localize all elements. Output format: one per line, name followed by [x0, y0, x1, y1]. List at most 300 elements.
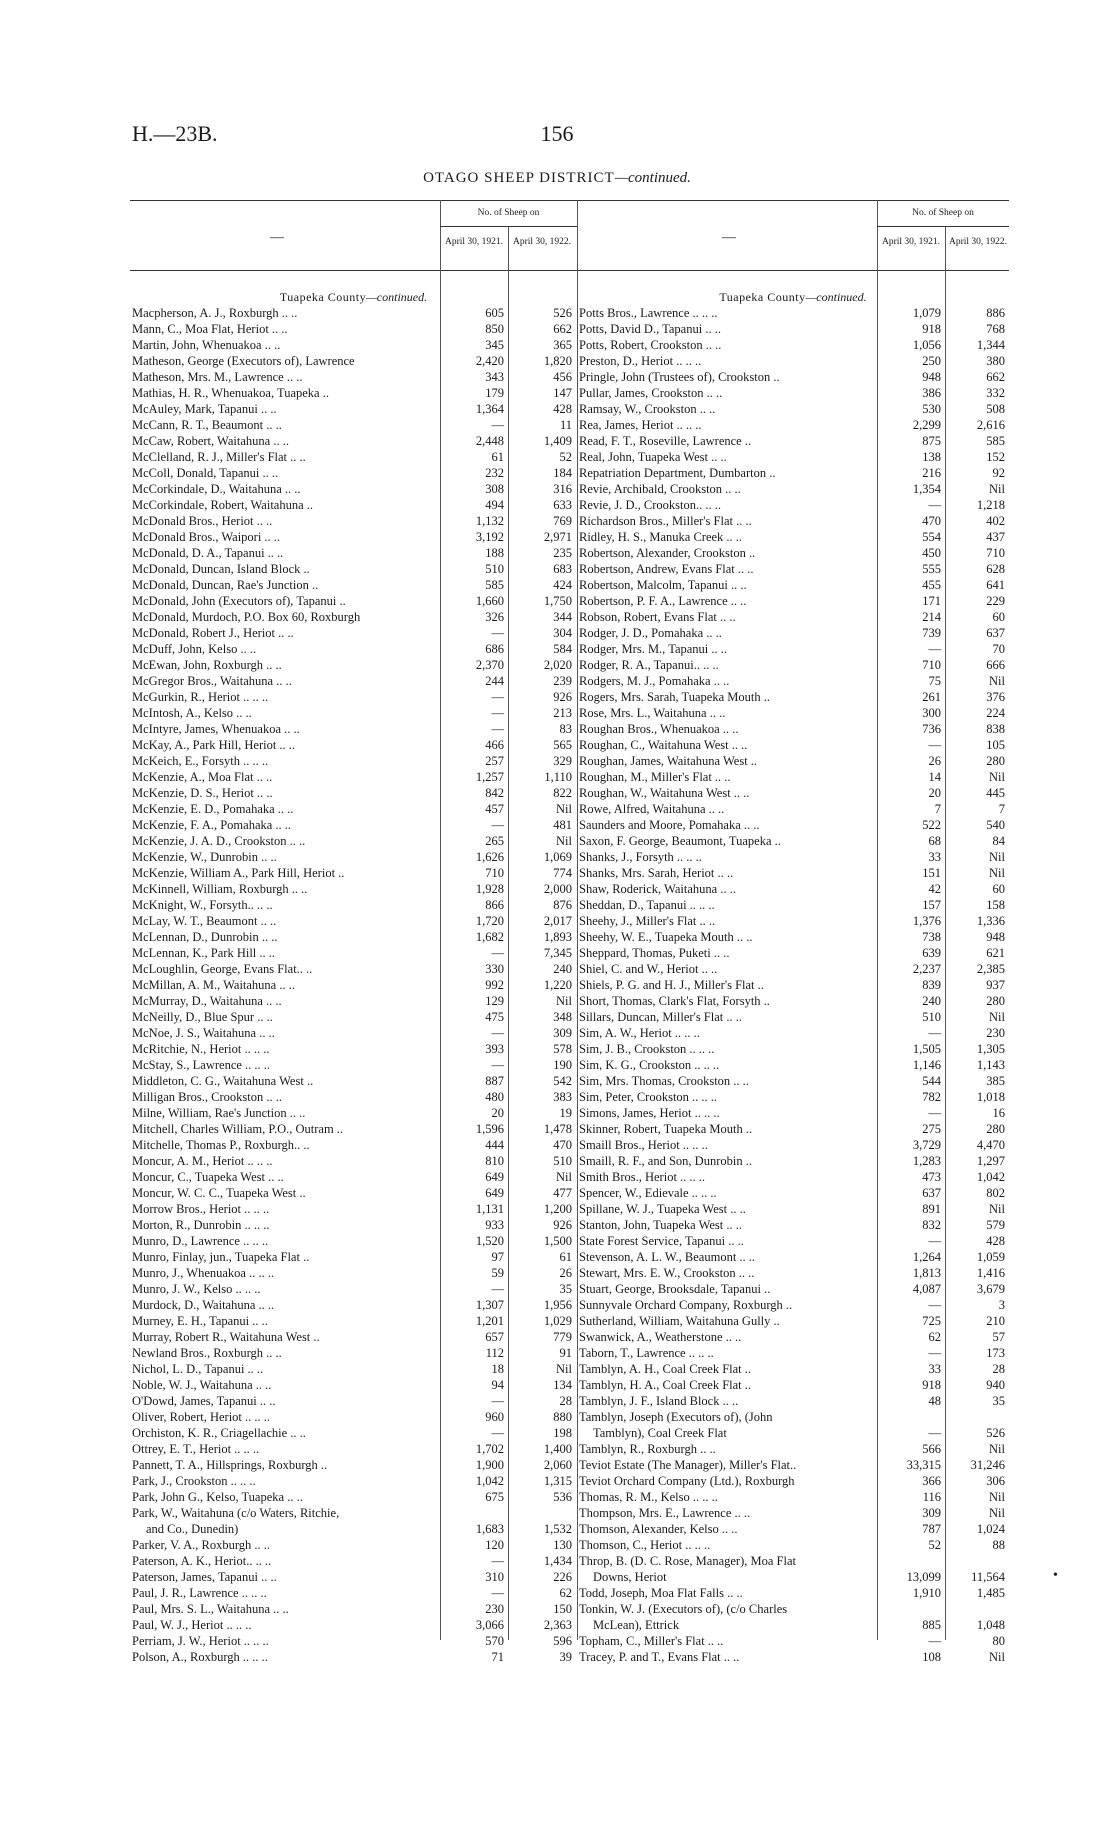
- sheep-1921-cell: 3,066: [475, 1618, 504, 1632]
- holder-name: [132, 1313, 268, 1329]
- holder-name: [579, 737, 747, 753]
- sheep-1922-cell: 1,305: [976, 1042, 1005, 1056]
- sheep-1922-cell: 940: [986, 1378, 1005, 1392]
- sheep-1921-cell: 466: [485, 738, 504, 752]
- holder-name-line: McDonald, D. A., Tapanui .. ..: [132, 546, 284, 560]
- table-row: [130, 1617, 577, 1633]
- sheep-1921-cell: 240: [922, 994, 941, 1008]
- table-row: [577, 913, 1009, 929]
- holder-name: [579, 1633, 723, 1649]
- title-text: OTAGO SHEEP DISTRICT: [423, 170, 615, 186]
- table-row: [577, 1041, 1009, 1057]
- sheep-1922-cell: 774: [553, 866, 572, 880]
- sheep-1922-cell: 280: [986, 754, 1005, 768]
- sheep-1922-cell: 229: [986, 594, 1005, 608]
- table-row: [130, 545, 577, 561]
- sheep-1922-cell: 768: [986, 322, 1005, 336]
- sheep-1921-cell: 2,420: [475, 354, 504, 368]
- sheep-1921-cell: 444: [485, 1138, 504, 1152]
- holder-name-line: Park, W., Waitahuna (c/o Waters, Ritchie,: [132, 1506, 340, 1520]
- name-column-header: —: [722, 230, 736, 245]
- holder-name-line: Park, John G., Kelso, Tuapeka .. ..: [132, 1490, 303, 1504]
- holder-name-line: Munro, D., Lawrence .. .. ..: [132, 1234, 269, 1248]
- table-row: [577, 1233, 1009, 1249]
- sheep-1922-cell: 11: [559, 418, 572, 432]
- table-row: [130, 417, 577, 433]
- table-row: [130, 1553, 577, 1569]
- holder-name-line: Mathias, H. R., Whenuakoa, Tuapeka ..: [132, 386, 329, 400]
- table-row: [130, 929, 577, 945]
- table-row: [130, 305, 577, 321]
- holder-name: [579, 1441, 716, 1457]
- table-row: [577, 481, 1009, 497]
- sheep-1922-cell: 584: [553, 642, 572, 656]
- sheep-1922-cell: 628: [986, 562, 1005, 576]
- sheep-1922-cell: 540: [986, 818, 1005, 832]
- table-row: [130, 625, 577, 641]
- table-row: [130, 1153, 577, 1169]
- table-row: [130, 1105, 577, 1121]
- table-row: [130, 1441, 577, 1457]
- sheep-1921-cell: 639: [922, 946, 941, 960]
- table-row: [577, 337, 1009, 353]
- sheep-1921-cell: 1,683: [475, 1522, 504, 1536]
- holder-name-line: Matheson, George (Executors of), Lawrence: [132, 354, 355, 368]
- holder-name: [132, 1361, 263, 1377]
- sheep-1921-cell: 605: [485, 306, 504, 320]
- table-row: [577, 721, 1009, 737]
- holder-name-line: Mann, C., Moa Flat, Heriot .. ..: [132, 322, 288, 336]
- sheep-1922-cell: 1,336: [976, 914, 1005, 928]
- holder-name: [132, 529, 280, 545]
- holder-name: [579, 1073, 749, 1089]
- holder-name: [579, 1297, 792, 1313]
- holder-name: [579, 529, 742, 545]
- holder-name-line: McDonald Bros., Heriot .. ..: [132, 514, 273, 528]
- sheep-1922-cell: 926: [553, 1218, 572, 1232]
- holder-name: [132, 1553, 271, 1569]
- sheep-1922-cell: 309: [553, 1026, 572, 1040]
- table-row: [130, 945, 577, 961]
- table-row: [577, 1553, 1009, 1585]
- sheep-1921-cell: 473: [922, 1170, 941, 1184]
- holder-name-line: Milne, William, Rae's Junction .. ..: [132, 1106, 306, 1120]
- sheep-1922-cell: 508: [986, 402, 1005, 416]
- holder-name: [579, 1505, 750, 1521]
- sheep-1922-cell: 2,363: [543, 1618, 572, 1632]
- holder-name-line: Tamblyn, J. F., Island Block .. ..: [579, 1394, 739, 1408]
- table-row: [577, 1169, 1009, 1185]
- table-row: [577, 385, 1009, 401]
- sheep-1922-cell: 380: [986, 354, 1005, 368]
- table-row: [577, 1489, 1009, 1505]
- table-row: [130, 1185, 577, 1201]
- holder-name-line: Robson, Robert, Evans Flat .. ..: [579, 610, 736, 624]
- holder-name: [579, 801, 724, 817]
- sheep-1921-cell: 20: [928, 786, 941, 800]
- holder-name-line: Mitchelle, Thomas P., Roxburgh.. ..: [132, 1138, 310, 1152]
- sheep-1922-cell: 1,029: [543, 1314, 572, 1328]
- table-row: [130, 1313, 577, 1329]
- holder-name-line: Potts, David D., Tapanui .. ..: [579, 322, 721, 336]
- table-row: [577, 449, 1009, 465]
- holder-name-line: Stevenson, A. L. W., Beaumont .. ..: [579, 1250, 756, 1264]
- table-row: [577, 1249, 1009, 1265]
- sheep-1922-cell: Nil: [989, 1442, 1005, 1456]
- holder-name-line: Pullar, James, Crookston .. ..: [579, 386, 723, 400]
- holder-name-line: McCorkindale, D., Waitahuna .. ..: [132, 482, 301, 496]
- sheep-1922-cell: 536: [553, 1490, 572, 1504]
- holder-name-line: Sim, J. B., Crookston .. .. ..: [579, 1042, 715, 1056]
- holder-name: [132, 913, 276, 929]
- sheep-1921-cell: 71: [491, 1650, 504, 1664]
- sheep-1921-cell: 832: [922, 1218, 941, 1232]
- holder-name: [132, 1249, 309, 1265]
- sheep-1921-cell: 232: [485, 466, 504, 480]
- holder-name: [132, 897, 273, 913]
- section-heading: [130, 290, 577, 305]
- sheep-1922-cell: 184: [553, 466, 572, 480]
- holder-name-line: Rogers, Mrs. Sarah, Tuapeka Mouth ..: [579, 690, 770, 704]
- sheep-1921-cell: 386: [922, 386, 941, 400]
- sheep-1922-cell: 84: [992, 834, 1005, 848]
- table-row: [130, 785, 577, 801]
- sheep-1922-cell: 52: [559, 450, 572, 464]
- holder-name-line: Skinner, Robert, Tuapeka Mouth ..: [579, 1122, 753, 1136]
- holder-name: [132, 353, 355, 369]
- holder-name: [132, 833, 305, 849]
- holder-name-line: McMurray, D., Waitahuna .. ..: [132, 994, 282, 1008]
- sheep-1922-cell: 2,020: [543, 658, 572, 672]
- table-row: [130, 897, 577, 913]
- sheep-1921-cell: 657: [485, 1330, 504, 1344]
- table-row: [577, 1297, 1009, 1313]
- sheep-1921-cell: 686: [485, 642, 504, 656]
- table-row: [577, 1185, 1009, 1201]
- sheep-1921-cell: 1,364: [475, 402, 504, 416]
- sheep-1921-cell: 1,520: [475, 1234, 504, 1248]
- sheep-1921-cell: 20: [491, 1106, 504, 1120]
- sheep-1922-cell: 948: [986, 930, 1005, 944]
- sheep-1921-cell: 875: [922, 434, 941, 448]
- sheep-1922-cell: 316: [553, 482, 572, 496]
- sheep-1922-cell: 1,059: [976, 1250, 1005, 1264]
- left-table: [130, 200, 577, 1664]
- holder-name-line: McClelland, R. J., Miller's Flat .. ..: [132, 450, 306, 464]
- sheep-1921-cell: —: [491, 1282, 504, 1296]
- table-row: [130, 577, 577, 593]
- table-top-rule: [130, 200, 577, 201]
- table-row: [130, 865, 577, 881]
- holder-name: [579, 689, 770, 705]
- table-row: [577, 1601, 1009, 1633]
- sheep-1921-cell: 710: [485, 866, 504, 880]
- sheep-1922-cell: 926: [553, 690, 572, 704]
- holder-name: [132, 1169, 284, 1185]
- sheep-1922-cell: 383: [553, 1090, 572, 1104]
- table-row: [130, 833, 577, 849]
- sheep-1921-cell: —: [928, 1426, 941, 1440]
- sheep-1922-cell: 1,344: [976, 338, 1005, 352]
- sheep-1922-cell: 239: [553, 674, 572, 688]
- table-row: [130, 705, 577, 721]
- sheep-1921-cell: 1,354: [912, 482, 941, 496]
- sheep-1922-cell: 150: [553, 1602, 572, 1616]
- holder-name: [579, 769, 731, 785]
- table-row: [130, 673, 577, 689]
- sheep-1921-cell: 1,201: [475, 1314, 504, 1328]
- sheep-1922-cell: 130: [553, 1538, 572, 1552]
- sheep-1922-cell: 641: [986, 578, 1005, 592]
- holder-name-line: Potts, Robert, Crookston .. ..: [579, 338, 722, 352]
- sheep-1921-cell: 14: [928, 770, 941, 784]
- sheep-1922-cell: 344: [553, 610, 572, 624]
- sheep-1921-cell: 918: [922, 1378, 941, 1392]
- sheep-1922-cell: 26: [559, 1266, 572, 1280]
- holder-name: [579, 1345, 714, 1361]
- holder-name: [579, 993, 770, 1009]
- sheep-1922-cell: 28: [992, 1362, 1005, 1376]
- table-row: [130, 657, 577, 673]
- holder-name-line: Revie, J. D., Crookston.. .. ..: [579, 498, 722, 512]
- holder-name-continuation: Tamblyn), Coal Creek Flat: [593, 1426, 727, 1440]
- holder-name-line: Murney, E. H., Tapanui .. ..: [132, 1314, 268, 1328]
- table-row: [577, 961, 1009, 977]
- holder-name: [579, 1265, 754, 1281]
- sheep-1921-cell: —: [491, 946, 504, 960]
- sheep-1921-cell: 510: [922, 1010, 941, 1024]
- sheep-1921-cell: 2,448: [475, 434, 504, 448]
- holder-name-line: Roughan, M., Miller's Flat .. ..: [579, 770, 731, 784]
- sheep-1921-cell: 1,900: [475, 1458, 504, 1472]
- sheep-1921-cell: 275: [922, 1122, 941, 1136]
- sheep-1921-cell: 216: [922, 466, 941, 480]
- right-rows: [577, 305, 1009, 1665]
- holder-name-line: Potts Bros., Lawrence .. .. ..: [579, 306, 718, 320]
- holder-name-line: Tamblyn, Joseph (Executors of), (John: [579, 1410, 773, 1424]
- holder-name-line: Simons, James, Heriot .. .. ..: [579, 1106, 720, 1120]
- holder-name-line: McLennan, D., Dunrobin .. ..: [132, 930, 278, 944]
- holder-name-line: Munro, J., Whenuakoa .. .. ..: [132, 1266, 275, 1280]
- sheep-1922-cell: 1,048: [976, 1618, 1005, 1632]
- table-row: [130, 1425, 577, 1441]
- table-row: [130, 1073, 577, 1089]
- sheep-group-header: No. of Sheep on: [477, 208, 540, 218]
- sheep-1922-cell: Nil: [989, 1490, 1005, 1504]
- holder-name-line: Sim, K. G., Crookston .. .. ..: [579, 1058, 720, 1072]
- holder-name-line: Robertson, Malcolm, Tapanui .. ..: [579, 578, 747, 592]
- table-row: [577, 865, 1009, 881]
- sheep-1922-cell: 838: [986, 722, 1005, 736]
- sheep-1921-cell: 257: [485, 754, 504, 768]
- holder-name: [132, 1201, 269, 1217]
- sheep-1922-cell: 7,345: [543, 946, 572, 960]
- sheep-1922-cell: 666: [986, 658, 1005, 672]
- sheep-1921-cell: 151: [922, 866, 941, 880]
- holder-name: [132, 1473, 256, 1489]
- sheep-1921-cell: 739: [922, 626, 941, 640]
- sheep-1921-cell: 59: [491, 1266, 504, 1280]
- sheep-1922-cell: 1,820: [543, 354, 572, 368]
- holder-name-line: McDuff, John, Kelso .. ..: [132, 642, 257, 656]
- holder-name-line: Shiels, P. G. and H. J., Miller's Flat ..: [579, 978, 764, 992]
- holder-name: [579, 817, 760, 833]
- table-row: [130, 753, 577, 769]
- table-row: [130, 1489, 577, 1505]
- holder-name-line: Sim, Peter, Crookston .. .. ..: [579, 1090, 718, 1104]
- holder-name-line: Tamblyn, A. H., Coal Creek Flat ..: [579, 1362, 752, 1376]
- holder-name-line: Rodger, J. D., Pomahaka .. ..: [579, 626, 722, 640]
- holder-name-line: Sim, A. W., Heriot .. .. ..: [579, 1026, 700, 1040]
- table-row: [577, 1441, 1009, 1457]
- sheep-1922-cell: 470: [553, 1138, 572, 1152]
- sheep-1922-cell: Nil: [989, 1650, 1005, 1664]
- holder-name: [579, 753, 757, 769]
- holder-name: [132, 1105, 305, 1121]
- holder-name: [132, 1537, 270, 1553]
- holder-name-line: McKenzie, E. D., Pomahaka .. ..: [132, 802, 294, 816]
- holder-name: [579, 897, 715, 913]
- table-row: [130, 593, 577, 609]
- sheep-1922-cell: 437: [986, 530, 1005, 544]
- sheep-1921-cell: 308: [485, 482, 504, 496]
- sheep-1921-cell: —: [928, 1634, 941, 1648]
- page-number: 156: [540, 121, 574, 146]
- table-row: [130, 1457, 577, 1473]
- holder-name: [132, 449, 306, 465]
- holder-name-line: Orchiston, K. R., Criagellachie .. ..: [132, 1426, 306, 1440]
- holder-name: [579, 785, 749, 801]
- sheep-1922-cell: 80: [992, 1634, 1005, 1648]
- holder-name: [132, 769, 272, 785]
- sheep-1922-cell: 637: [986, 626, 1005, 640]
- sheep-1921-cell: 68: [928, 834, 941, 848]
- holder-name: [579, 1585, 743, 1601]
- sheep-1922-cell: 11,564: [971, 1570, 1005, 1584]
- sheep-1921-cell: 171: [922, 594, 941, 608]
- table-top-rule: [577, 200, 1009, 201]
- holder-name-line: Tonkin, W. J. (Executors of), (c/o Charles: [579, 1602, 788, 1616]
- holder-name-line: Noble, W. J., Waitahuna .. ..: [132, 1378, 272, 1392]
- year2-header: April 30, 1922.: [948, 237, 1008, 247]
- holder-name: [579, 1361, 751, 1377]
- table-row: [130, 817, 577, 833]
- holder-name: [579, 337, 721, 353]
- table-row: [130, 1505, 577, 1537]
- sheep-1921-cell: —: [491, 418, 504, 432]
- sheep-1921-cell: 3,192: [475, 530, 504, 544]
- table-row: [130, 769, 577, 785]
- holder-name-line: McIntosh, A., Kelso .. ..: [132, 706, 252, 720]
- holder-name: [132, 1025, 275, 1041]
- table-row: [130, 1041, 577, 1057]
- holder-name: [579, 977, 764, 993]
- holder-name: [132, 1185, 306, 1201]
- holder-name: [579, 385, 722, 401]
- sheep-1922-cell: 578: [553, 1042, 572, 1056]
- sheep-1921-cell: 26: [928, 754, 941, 768]
- holder-name-line: McKenzie, William A., Park Hill, Heriot ..: [132, 866, 345, 880]
- sheep-1922-cell: 428: [553, 402, 572, 416]
- holder-name: [132, 721, 300, 737]
- holder-name: [579, 1393, 738, 1409]
- sheep-1921-cell: 1,146: [912, 1058, 941, 1072]
- sheep-1922-cell: 1,409: [543, 434, 572, 448]
- holder-name-line: Morrow Bros., Heriot .. .. ..: [132, 1202, 270, 1216]
- holder-name: [132, 1633, 269, 1649]
- table-row: [130, 497, 577, 513]
- holder-name: [132, 1585, 267, 1601]
- holder-name: [579, 545, 755, 561]
- holder-name-line: McDonald, Duncan, Island Block ..: [132, 562, 310, 576]
- sheep-1921-cell: 1,928: [475, 882, 504, 896]
- sheep-1921-cell: 345: [485, 338, 504, 352]
- sheep-1921-cell: 1,131: [475, 1202, 504, 1216]
- sheep-1922-cell: 4,470: [976, 1138, 1005, 1152]
- holder-name-line: McGurkin, R., Heriot .. .. ..: [132, 690, 269, 704]
- sheep-1922-cell: 365: [553, 338, 572, 352]
- sheep-1922-cell: 35: [559, 1282, 572, 1296]
- group-rule: [877, 226, 1009, 227]
- holder-name: [579, 465, 775, 481]
- stray-mark: •: [1053, 1568, 1058, 1583]
- holder-name-line: Oliver, Robert, Heriot .. .. ..: [132, 1410, 271, 1424]
- holder-name-line: McCaw, Robert, Waitahuna .. ..: [132, 434, 289, 448]
- holder-name-line: Robertson, P. F. A., Lawrence .. ..: [579, 594, 747, 608]
- holder-name-line: Murdock, D., Waitahuna .. ..: [132, 1298, 275, 1312]
- holder-name-line: Paul, J. R., Lawrence .. .. ..: [132, 1586, 267, 1600]
- holder-name-line: Tracey, P. and T., Evans Flat .. ..: [579, 1650, 740, 1664]
- sheep-1922-cell: 158: [986, 898, 1005, 912]
- holder-name: [132, 385, 329, 401]
- sheep-1922-cell: 526: [553, 306, 572, 320]
- sheep-1922-cell: 7: [998, 802, 1005, 816]
- holder-name-line: McAuley, Mark, Tapanui .. ..: [132, 402, 277, 416]
- sheep-1922-cell: 585: [986, 434, 1005, 448]
- holder-name-line: Murray, Robert R., Waitahuna West ..: [132, 1330, 320, 1344]
- sheep-1922-cell: 1,893: [543, 930, 572, 944]
- holder-name: [579, 1233, 744, 1249]
- sheep-1922-cell: 579: [986, 1218, 1005, 1232]
- holder-name: [579, 1169, 705, 1185]
- sheep-1922-cell: 1,143: [976, 1058, 1005, 1072]
- table-row: [577, 753, 1009, 769]
- sheep-1921-cell: 75: [928, 674, 941, 688]
- sheep-1921-cell: 522: [922, 818, 941, 832]
- holder-name: [132, 657, 282, 673]
- sheep-1921-cell: 457: [485, 802, 504, 816]
- sheep-1921-cell: —: [491, 1394, 504, 1408]
- holder-name: [579, 561, 754, 577]
- sheep-1922-cell: 456: [553, 370, 572, 384]
- sheep-1922-cell: 1,297: [976, 1154, 1005, 1168]
- table-row: [577, 625, 1009, 641]
- sheep-1921-cell: 1,660: [475, 594, 504, 608]
- sheep-1922-cell: 1,485: [976, 1586, 1005, 1600]
- table-row: [577, 1313, 1009, 1329]
- sheep-1922-cell: 481: [553, 818, 572, 832]
- holder-name-line: McLay, W. T., Beaumont .. ..: [132, 914, 277, 928]
- holder-name: [132, 1505, 339, 1537]
- sheep-1922-cell: 2,616: [976, 418, 1005, 432]
- sheep-1921-cell: 960: [485, 1410, 504, 1424]
- table-row: [577, 1393, 1009, 1409]
- holder-name-line: McKenzie, J. A. D., Crookston .. ..: [132, 834, 306, 848]
- sheep-1921-cell: —: [491, 1554, 504, 1568]
- holder-name: [132, 1089, 282, 1105]
- holder-name: [132, 1057, 270, 1073]
- table-row: [130, 1377, 577, 1393]
